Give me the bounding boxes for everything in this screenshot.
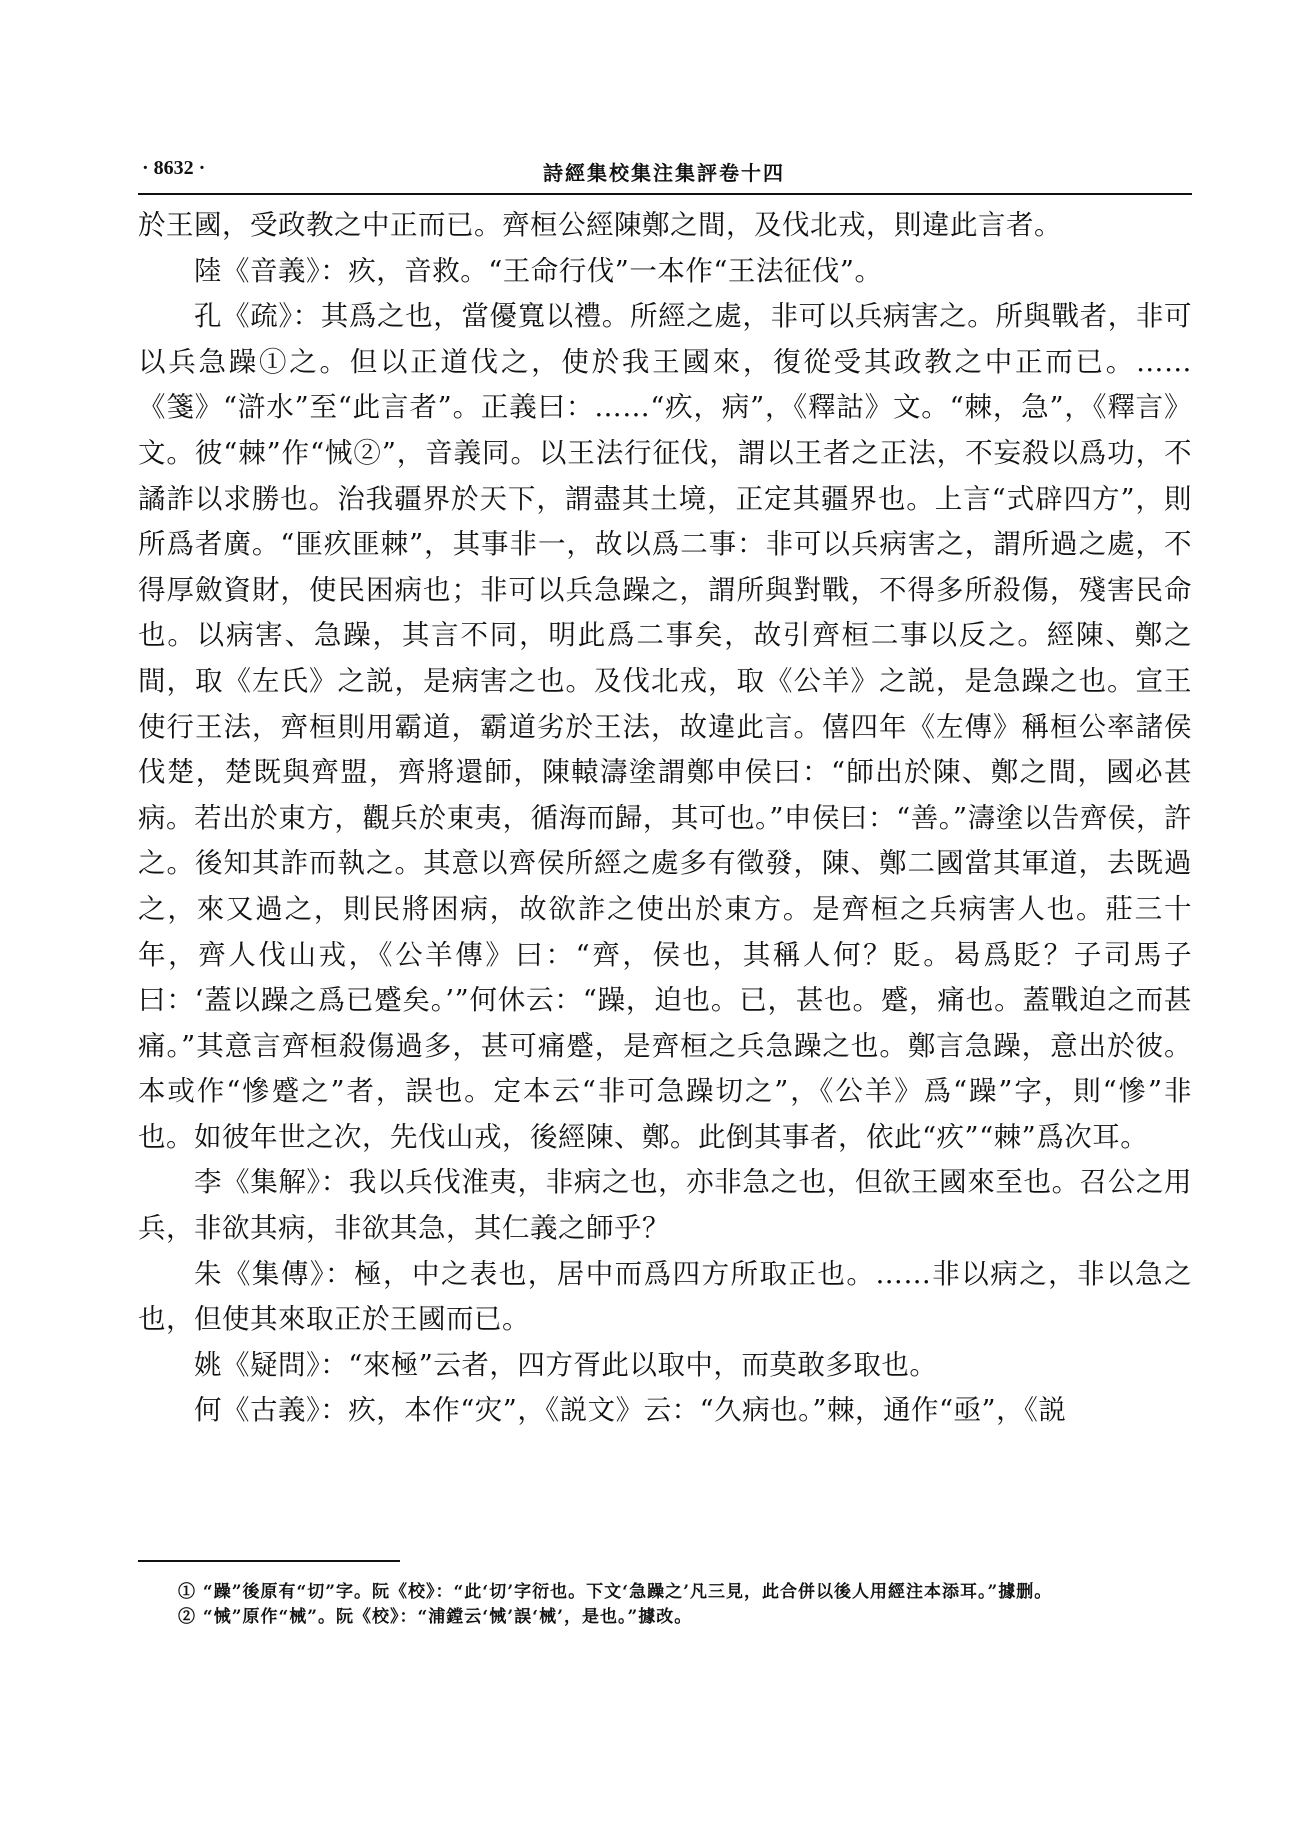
paragraph: 孔《疏》：其爲之也，當優寬以禮。所經之處，非可以兵病害之。所與戰者，非可以兵急躁①之。但以正道伐之，使於我王國來，復從受其政教之中正而已。……《箋》“滸水”至“此言者”。正義曰：……“疚，病”，《釋詁》文。“棘，急”，《釋言》文。彼“棘”作“悈②”，音義同。以王法行征伐，謂以王者之正法，不妄殺以爲功，不譎詐以求勝也。治我疆界於天下，謂盡其土境，正定其疆界也。上言“式辟四方”，則所爲者廣。“匪疚匪棘”，其事非一，故以爲二事：非可以兵病害之，謂所過之處，不得厚斂資財，使民困病也；非可以兵急躁之，謂所與對戰，不得多所殺傷，殘害民命也。以病害、急躁，其言不同，明此爲二事矣，故引齊桓二事以反之。經陳、鄭之間，取《左氏》之説，是病害之也。及伐北戎，取《公羊》之説，是急躁之也。宣王使行王法，齊桓則用霸道，霸道劣於王法，故違此言。僖四年《左傳》稱桓公率諸侯伐楚，楚既與齊盟，齊將還師，陳轅濤塗謂鄭申侯曰：“師出於陳、鄭之間，國必甚病。若出於東方，觀兵於東夷，循海而歸，其可也。”申侯曰：“善。”濤塗以告齊侯，許之。後知其詐而執之。其意以齊侯所經之處多有徵發，陳、鄭二國當其軍道，去既過之，來又過之，則民將困病，故欲詐之使出於東方。是齊桓之兵病害人也。莊三十年，齊人伐山戎，《公羊傳》曰：“齊，侯也，其稱人何？貶。曷爲貶？子司馬子曰：‘蓋以躁之爲已蹙矣。’”何休云：“躁，迫也。已，甚也。蹙，痛也。蓋戰迫之而甚痛。”其意言齊桓殺傷過多，甚可痛蹙，是齊桓之兵急躁之也。鄭言急躁，意出於彼。本或作“慘蹙之”者，誤也。定本云“非可急躁切之”，《公羊》爲“躁”字，則“慘”非也。如彼年世之次，先伐山戎，後經陳、鄭。此倒其事者，依此“疚”“棘”爲次耳。: [138, 300, 1192, 1153]
page-number: · 8632 ·: [142, 157, 206, 179]
running-title: 詩經集校集注集評卷十四: [543, 161, 785, 185]
paragraph: 何《古義》：疚，本作“灾”，《説文》云：“久病也。”棘，通作“亟”，《説: [194, 1394, 1067, 1427]
footnote-rule: [138, 1560, 400, 1562]
paragraph: 朱《集傳》：極，中之表也，居中而爲四方所取正也。……非以病之，非以急之也，但使其來取正於王國而已。: [138, 1257, 1192, 1336]
paragraph: 李《集解》：我以兵伐淮夷，非病之也，亦非急之也，但欲王國來至也。召公之用兵，非欲其病，非欲其急，其仁義之師乎？: [138, 1166, 1192, 1245]
paragraph: 於王國，受政教之中正而已。齊桓公經陳鄭之間，及伐北戎，則違此言者。: [138, 209, 1062, 241]
footnote: ① “躁”後原有“切”字。阮《校》：“此‘切’字衍也。下文‘急躁之’凡三見，此合併以後人用經注本添耳。”據删。: [178, 1582, 1053, 1602]
footnotes: [138, 1580, 1192, 1630]
body-text: [138, 203, 1192, 1434]
paragraph: 陸《音義》：疚，音救。“王命行伐”一本作“王法征伐”。: [194, 254, 883, 287]
page-header: [138, 155, 1190, 187]
footnote: ② “悈”原作“械”。阮《校》：“浦鏜云‘悈’誤‘械’，是也。”據改。: [178, 1607, 693, 1627]
header-rule: [138, 193, 1192, 195]
paragraph: 姚《疑問》：“來極”云者，四方胥此以取中，而莫敢多取也。: [194, 1348, 938, 1381]
